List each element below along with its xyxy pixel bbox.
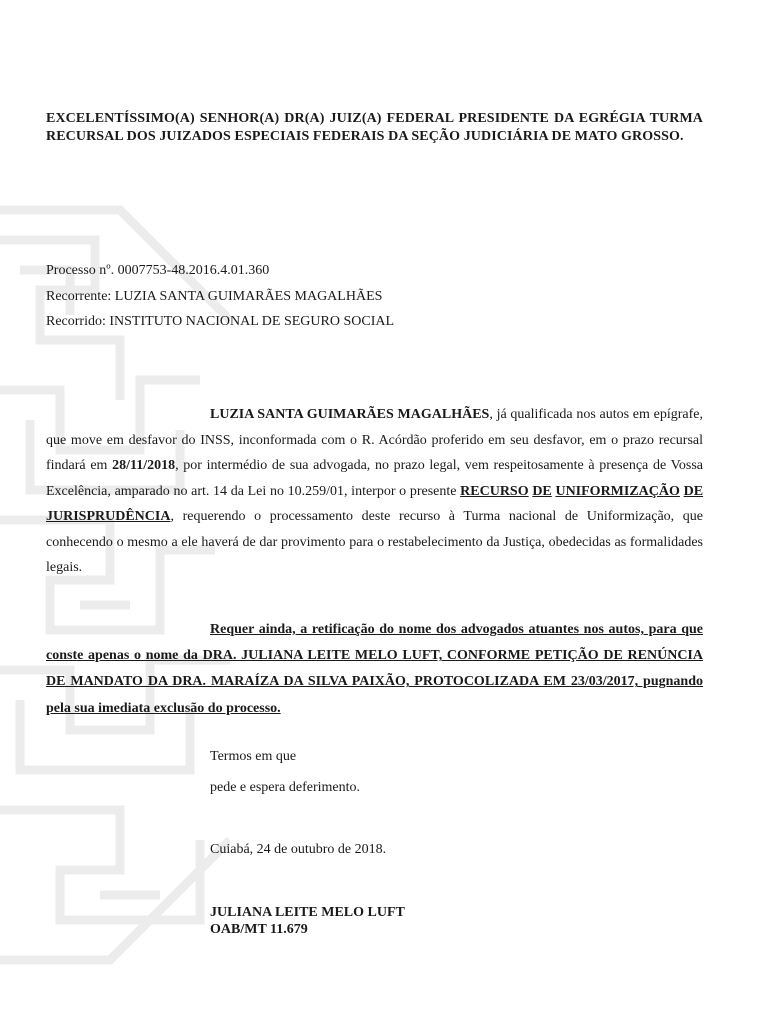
paragraph-text-2: , por intermédio de sua advogada, no prazo legal, vem respeitosamente à presença de Vossa Excelência, amparado no art. 14 da Lei no 10.259/01, interpor o presente xyxy=(46,458,703,499)
deadline-date: 28/11/2018 xyxy=(112,458,176,473)
request-paragraph: Requer ainda, a retificação do nome dos advogados atuantes nos autos, para que conste apenas o nome da DRA. JULIANA LEITE MELO LUFT, CONFORME PETIÇÃO DE RENÚNCIA DE MANDATO DA DRA. MARAÍZA DA SILVA PAIXÃO, PROTOCOLIZADA EM 23/03/2017, pugnando pela sua imediata exclusão do processo. xyxy=(46,622,703,716)
paragraph-text-1: , já qualificada nos autos em epígrafe, que move em desfavor do INSS, inconformada com o R. Acórdão proferido em seu desfavor, em o prazo recursal findará em xyxy=(46,407,703,473)
signatory-name: JULIANA LEITE MELO LUFT xyxy=(210,905,405,920)
paragraph-text-3: , requerendo o processamento deste recurso à Turma nacional de Uniformização, que conhecendo o mesmo a ele haverá de dar provimento para o restabelecimento da Justiça, obedecidas as formalidades legais. xyxy=(46,509,703,575)
addressee-heading: EXCELENTÍSSIMO(A) SENHOR(A) DR(A) JUIZ(A) FEDERAL PRESIDENTE DA EGRÉGIA TURMA RECURSAL DOS JUIZADOS ESPECIAIS FEDERAIS DA SEÇÃO JUDICIÁRIA DE MATO GROSSO. xyxy=(46,111,703,144)
closing-line-2: pede e espera deferimento. xyxy=(210,780,361,795)
main-paragraph xyxy=(46,402,703,581)
party-name: LUZIA SANTA GUIMARÃES MAGALHÃES xyxy=(210,407,490,422)
place-date: Cuiabá, 24 de outubro de 2018. xyxy=(210,842,387,857)
recurso-word: RECURSO xyxy=(460,483,529,499)
closing-line-1: Termos em que xyxy=(210,749,297,764)
appellant: Recorrente: LUZIA SANTA GUIMARÃES MAGALHÃES xyxy=(46,289,383,304)
appellee: Recorrido: INSTITUTO NACIONAL DE SEGURO SOCIAL xyxy=(46,314,395,329)
de-word-2: DE xyxy=(683,483,704,499)
jurisprudencia-word: JURISPRUDÊNCIA xyxy=(46,509,171,524)
case-number: Processo nº. 0007753-48.2016.4.01.360 xyxy=(46,263,270,278)
de-word-1: DE xyxy=(532,483,552,499)
uniformizacao-word: UNIFORMIZAÇÃO xyxy=(555,483,680,499)
signatory-oab: OAB/MT 11.679 xyxy=(210,922,308,937)
